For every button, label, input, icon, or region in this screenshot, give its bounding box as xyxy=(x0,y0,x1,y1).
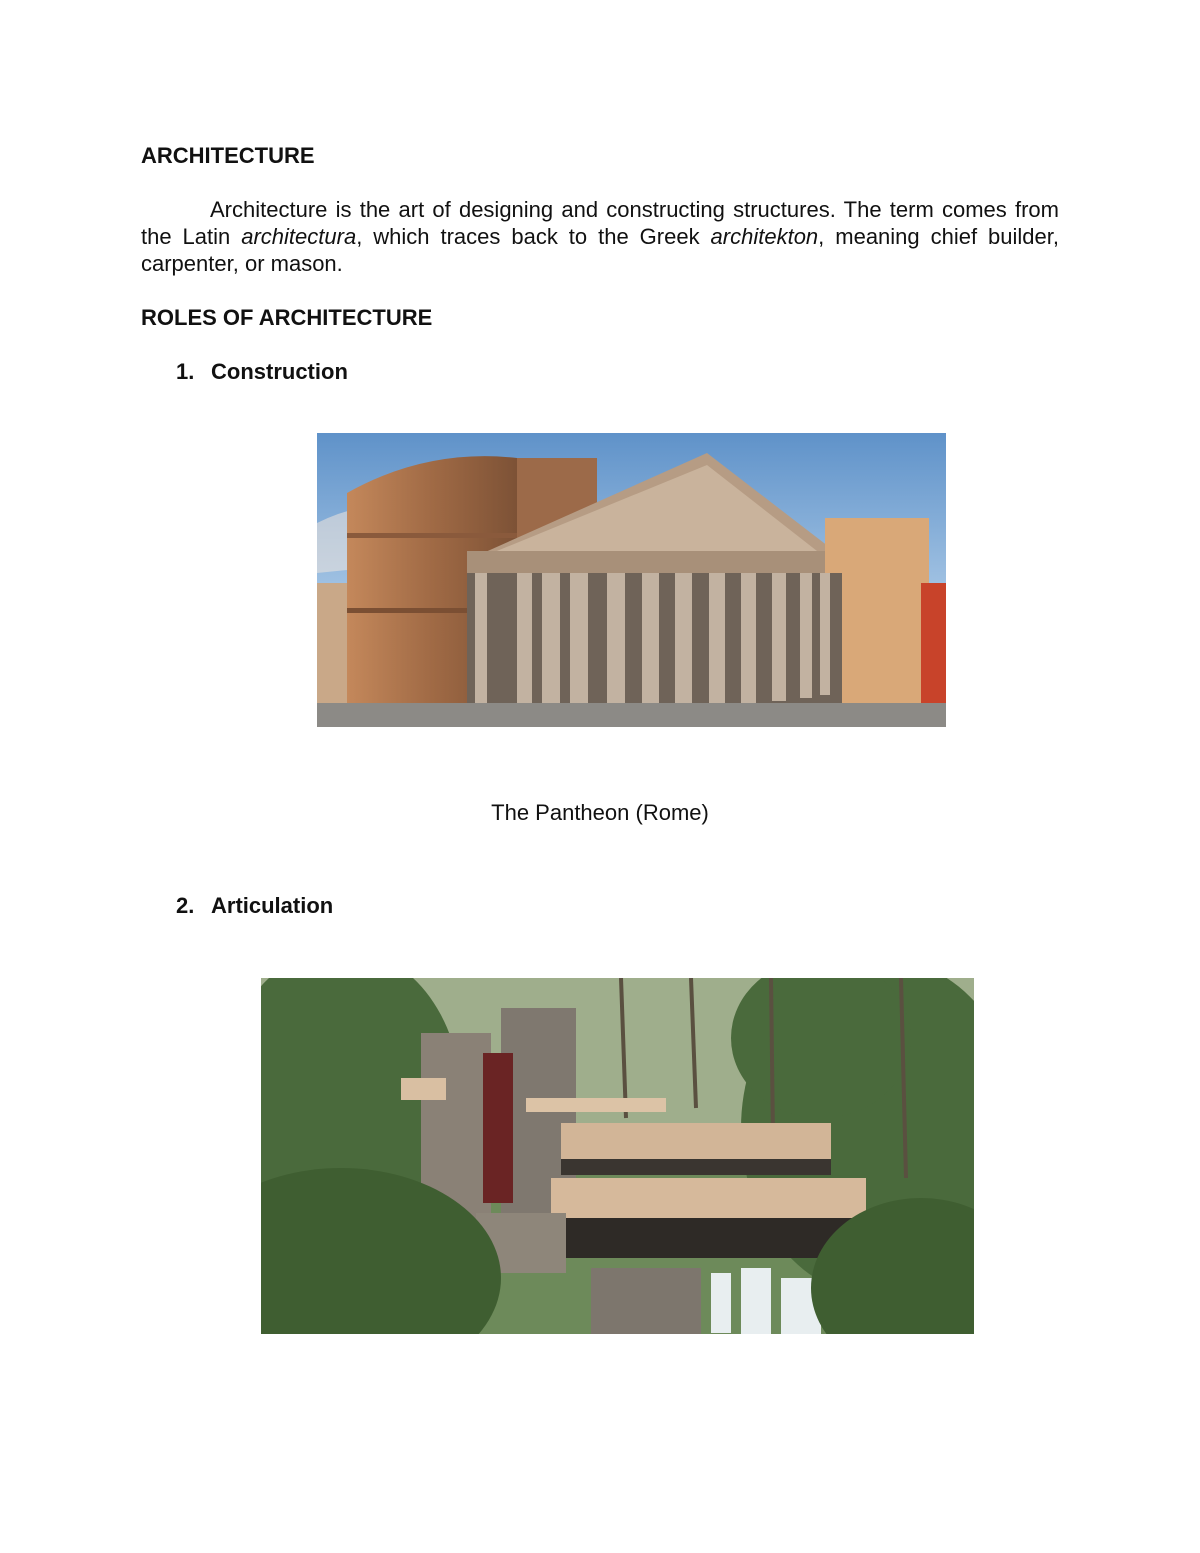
intro-text-3: , meaning chief builder, carpenter, or mason. xyxy=(141,224,1059,276)
pantheon-photo xyxy=(317,433,946,727)
role-item-construction xyxy=(176,359,348,385)
roles-heading: ROLES OF ARCHITECTURE xyxy=(141,305,433,330)
role-label: Articulation xyxy=(211,893,334,918)
role-item-articulation xyxy=(176,893,333,919)
intro-text-1: Architecture is the art of designing and constructing structures. The term comes from the Latin xyxy=(141,197,1059,249)
role-number: 1. xyxy=(176,359,195,384)
fallingwater-photo xyxy=(261,978,974,1334)
role-number: 2. xyxy=(176,893,195,918)
pantheon-caption: The Pantheon (Rome) xyxy=(491,800,709,825)
document-title: ARCHITECTURE xyxy=(141,143,315,168)
intro-text-2: , which traces back to the Greek xyxy=(356,224,711,249)
greek-term: architekton xyxy=(710,224,819,249)
latin-term: architectura xyxy=(241,224,357,249)
role-label: Construction xyxy=(211,359,348,384)
intro-paragraph xyxy=(141,196,1059,277)
